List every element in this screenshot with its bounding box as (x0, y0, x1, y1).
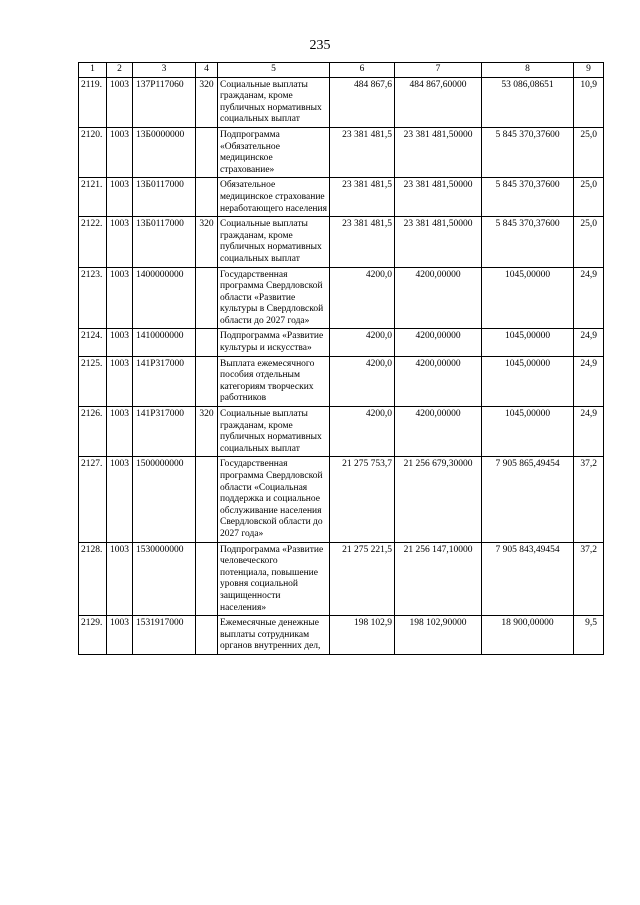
row-number-cell: 2124. (79, 329, 107, 356)
execution-percent-cell: 37,2 (574, 542, 604, 616)
execution-percent-cell: 25,0 (574, 217, 604, 267)
item-name-cell: Социальные выплаты гражданам, кроме публичных нормативных социальных выплат (218, 407, 330, 457)
executed-amount-cell: 5 845 370,37600 (482, 127, 574, 177)
refined-amount-cell: 23 381 481,50000 (395, 127, 482, 177)
expense-type-code-cell (196, 329, 218, 356)
expense-type-code-cell (196, 178, 218, 217)
target-article-code-cell: 141P317000 (133, 407, 196, 457)
approved-amount-cell: 4200,0 (330, 407, 395, 457)
section-code-cell: 1003 (107, 407, 133, 457)
executed-amount-cell: 1045,00000 (482, 329, 574, 356)
section-code-cell: 1003 (107, 267, 133, 329)
page-number: 235 (309, 38, 331, 53)
header-cell: 6 (330, 63, 395, 78)
execution-percent-cell: 24,9 (574, 329, 604, 356)
expense-type-code-cell: 320 (196, 407, 218, 457)
executed-amount-cell: 53 086,08651 (482, 77, 574, 127)
row-number-cell: 2121. (79, 178, 107, 217)
expense-type-code-cell (196, 457, 218, 542)
refined-amount-cell: 21 256 147,10000 (395, 542, 482, 616)
table-row (79, 542, 604, 616)
executed-amount-cell: 1045,00000 (482, 356, 574, 406)
section-code-cell: 1003 (107, 217, 133, 267)
item-name-cell: Ежемесячные денежные выплаты сотрудникам органов внутренних дел, (218, 616, 330, 655)
section-code-cell: 1003 (107, 178, 133, 217)
expense-type-code-cell (196, 542, 218, 616)
expense-type-code-cell (196, 267, 218, 329)
executed-amount-cell: 5 845 370,37600 (482, 217, 574, 267)
header-cell: 9 (574, 63, 604, 78)
refined-amount-cell: 198 102,90000 (395, 616, 482, 655)
table-row (79, 356, 604, 406)
header-cell: 5 (218, 63, 330, 78)
refined-amount-cell: 23 381 481,50000 (395, 217, 482, 267)
expense-type-code-cell: 320 (196, 217, 218, 267)
budget-table (78, 62, 604, 655)
table-row (79, 77, 604, 127)
header-cell: 3 (133, 63, 196, 78)
header-row (79, 63, 604, 78)
item-name-cell: Социальные выплаты гражданам, кроме публичных нормативных социальных выплат (218, 77, 330, 127)
header-cell: 4 (196, 63, 218, 78)
table-row (79, 267, 604, 329)
item-name-cell: Подпрограмма «Развитие человеческого потенциала, повышение уровня социальной защищенности населения» (218, 542, 330, 616)
target-article-code-cell: 13Б0000000 (133, 127, 196, 177)
target-article-code-cell: 13Б0117000 (133, 178, 196, 217)
executed-amount-cell: 5 845 370,37600 (482, 178, 574, 217)
row-number-cell: 2129. (79, 616, 107, 655)
table-row (79, 407, 604, 457)
approved-amount-cell: 23 381 481,5 (330, 178, 395, 217)
item-name-cell: Подпрограмма «Обязательное медицинское страхование» (218, 127, 330, 177)
section-code-cell: 1003 (107, 616, 133, 655)
item-name-cell: Обязательное медицинское страхование неработающего населения (218, 178, 330, 217)
row-number-cell: 2125. (79, 356, 107, 406)
target-article-code-cell: 141P317000 (133, 356, 196, 406)
execution-percent-cell: 10,9 (574, 77, 604, 127)
target-article-code-cell: 1410000000 (133, 329, 196, 356)
row-number-cell: 2123. (79, 267, 107, 329)
approved-amount-cell: 484 867,6 (330, 77, 395, 127)
executed-amount-cell: 7 905 843,49454 (482, 542, 574, 616)
header-cell: 7 (395, 63, 482, 78)
execution-percent-cell: 25,0 (574, 127, 604, 177)
target-article-code-cell: 137P117060 (133, 77, 196, 127)
item-name-cell: Государственная программа Свердловской области «Социальная поддержка и социальное обслуживание населения Свердловской области до 2027 года» (218, 457, 330, 542)
target-article-code-cell: 1530000000 (133, 542, 196, 616)
table-row (79, 616, 604, 655)
item-name-cell: Социальные выплаты гражданам, кроме публичных нормативных социальных выплат (218, 217, 330, 267)
execution-percent-cell: 25,0 (574, 178, 604, 217)
approved-amount-cell: 23 381 481,5 (330, 127, 395, 177)
table-row (79, 217, 604, 267)
header-cell: 1 (79, 63, 107, 78)
executed-amount-cell: 1045,00000 (482, 407, 574, 457)
expense-type-code-cell (196, 616, 218, 655)
table-row (79, 457, 604, 542)
execution-percent-cell: 37,2 (574, 457, 604, 542)
item-name-cell: Подпрограмма «Развитие культуры и искусства» (218, 329, 330, 356)
execution-percent-cell: 24,9 (574, 407, 604, 457)
row-number-cell: 2126. (79, 407, 107, 457)
approved-amount-cell: 198 102,9 (330, 616, 395, 655)
header-cell: 8 (482, 63, 574, 78)
refined-amount-cell: 4200,00000 (395, 267, 482, 329)
approved-amount-cell: 21 275 753,7 (330, 457, 395, 542)
expense-type-code-cell (196, 356, 218, 406)
target-article-code-cell: 1531917000 (133, 616, 196, 655)
section-code-cell: 1003 (107, 329, 133, 356)
executed-amount-cell: 1045,00000 (482, 267, 574, 329)
approved-amount-cell: 4200,0 (330, 356, 395, 406)
table-body (79, 77, 604, 654)
row-number-cell: 2122. (79, 217, 107, 267)
refined-amount-cell: 21 256 679,30000 (395, 457, 482, 542)
section-code-cell: 1003 (107, 77, 133, 127)
item-name-cell: Выплата ежемесячного пособия отдельным категориям творческих работников (218, 356, 330, 406)
section-code-cell: 1003 (107, 542, 133, 616)
refined-amount-cell: 484 867,60000 (395, 77, 482, 127)
executed-amount-cell: 18 900,00000 (482, 616, 574, 655)
section-code-cell: 1003 (107, 127, 133, 177)
refined-amount-cell: 23 381 481,50000 (395, 178, 482, 217)
table-row (79, 178, 604, 217)
approved-amount-cell: 4200,0 (330, 329, 395, 356)
section-code-cell: 1003 (107, 457, 133, 542)
target-article-code-cell: 1400000000 (133, 267, 196, 329)
row-number-cell: 2128. (79, 542, 107, 616)
target-article-code-cell: 13Б0117000 (133, 217, 196, 267)
executed-amount-cell: 7 905 865,49454 (482, 457, 574, 542)
approved-amount-cell: 4200,0 (330, 267, 395, 329)
target-article-code-cell: 1500000000 (133, 457, 196, 542)
section-code-cell: 1003 (107, 356, 133, 406)
item-name-cell: Государственная программа Свердловской области «Развитие культуры в Свердловской области до 2027 года» (218, 267, 330, 329)
refined-amount-cell: 4200,00000 (395, 329, 482, 356)
execution-percent-cell: 24,9 (574, 267, 604, 329)
table-row (79, 127, 604, 177)
row-number-cell: 2127. (79, 457, 107, 542)
expense-type-code-cell (196, 127, 218, 177)
refined-amount-cell: 4200,00000 (395, 407, 482, 457)
row-number-cell: 2119. (79, 77, 107, 127)
execution-percent-cell: 9,5 (574, 616, 604, 655)
refined-amount-cell: 4200,00000 (395, 356, 482, 406)
table-row (79, 329, 604, 356)
approved-amount-cell: 23 381 481,5 (330, 217, 395, 267)
header-cell: 2 (107, 63, 133, 78)
expense-type-code-cell: 320 (196, 77, 218, 127)
execution-percent-cell: 24,9 (574, 356, 604, 406)
approved-amount-cell: 21 275 221,5 (330, 542, 395, 616)
row-number-cell: 2120. (79, 127, 107, 177)
